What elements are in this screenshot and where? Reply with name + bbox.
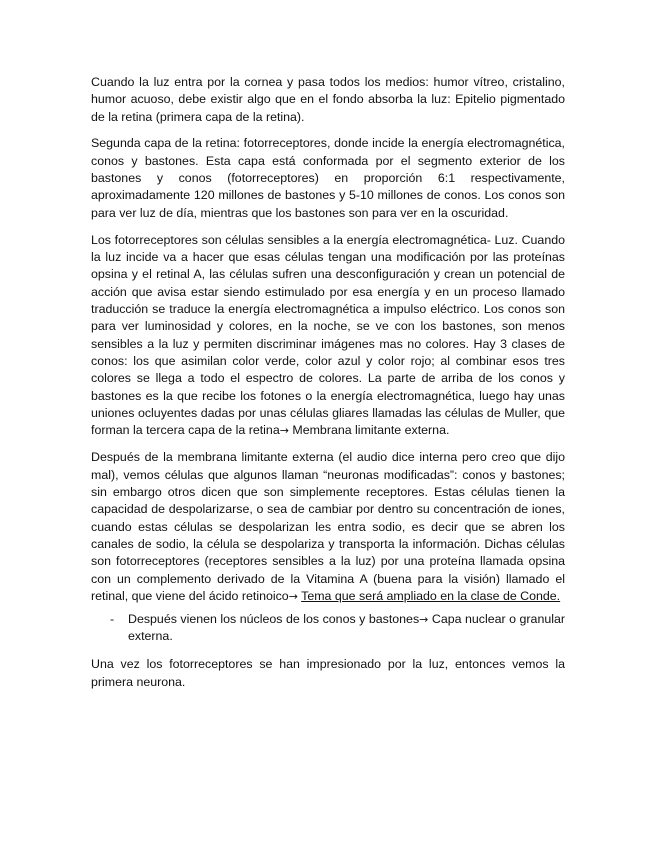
paragraph-energia-electromagnetica [91,232,565,440]
paragraph-epitelio-pigmentado [91,74,565,126]
paragraph-membrana-limitante [91,449,565,605]
paragraph-primera-neurona [91,656,565,691]
list-bullet-dash: - [110,612,115,627]
paragraph-text-tail: Membrana limitante externa. [292,423,450,438]
right-arrow-icon: → [288,589,298,603]
paragraph-text: Cuando la luz entra por la cornea y pasa todos los medios: humor vítreo, cristalino, humor acuoso, debe existir algo que en el fondo absorba la luz: Epitelio pigmentado de la retina (primera capa de la retina). [91,75,565,124]
underlined-note: Tema que será ampliado en la clase de Conde. [301,588,561,603]
list-item-capa-nuclear [91,611,565,646]
paragraph-text: Segunda capa de la retina: fotorreceptores, donde incide la energía electromagnética, conos y bastones. Esta capa está conformada por el segmento exterior de los bastones y conos (fotorreceptores) en proporción 6:1 respectivamente, aproximadamente 120 millones de bastones y 5-10 millones de conos. Los conos son para ver luz de día, mientras que los bastones son para ver en la oscuridad. [91,136,565,220]
list-item-text: Después vienen los núcleos de los conos y bastones [128,612,420,627]
right-arrow-icon: → [419,613,429,627]
paragraph-text: Una vez los fotorreceptores se han impresionado por la luz, entonces vemos la primera neurona. [91,657,565,689]
paragraph-fotorreceptores-capa [91,135,565,221]
right-arrow-icon: → [279,424,289,438]
list-item-text-tail: Capa nuclear o granular externa. [128,612,565,644]
document-page [91,74,565,701]
paragraph-text: Después de la membrana limitante externa (el audio dice interna pero creo que dijo mal), vemos células que algunos llaman “neuronas modificadas”: conos y bastones; sin embargo otros dicen que son simplemente receptores. Estas células tienen la capacidad de despolarizarse, o sea de cambiar por dentro su concentración de iones, cuando estas células se despolarizan les entra sodio, es decir que se abren los canales de sodio, la célula se despolariza y transporta la información. Dichas células son fotorreceptores (receptores sensibles a la luz) por una proteína llamada opsina con un complemento derivado de la Vitamina A (buena para la visión) llamado el retinal, que viene del ácido retinoico [91,450,565,603]
paragraph-text: Los fotorreceptores son células sensibles a la energía electromagnética- Luz. Cuando la luz incide va a hacer que esas células tengan una modificación por las proteínas opsina y el retinal A, las células sufren una desconfiguración y crean un potencial de acción que avisa estar siendo estimulado por esa energía y en un proceso llamado traducción se traduce la energía electromagnética a impulso eléctrico. Los conos son para ver luminosidad y colores, en la noche, se ve con los bastones, son menos sensibles a la luz y permiten discriminar imágenes mas no colores. Hay 3 clases de conos: los que asimilan color verde, color azul y color rojo; al combinar esos tres colores se llega a todo el espectro de colores. La parte de arriba de los conos y bastones es la que recibe los fotones o la energía electromagnética, luego hay unas uniones ocluyentes dadas por unas células gliares llamadas las células de Muller, que forman la tercera capa de la retina [91,232,565,438]
